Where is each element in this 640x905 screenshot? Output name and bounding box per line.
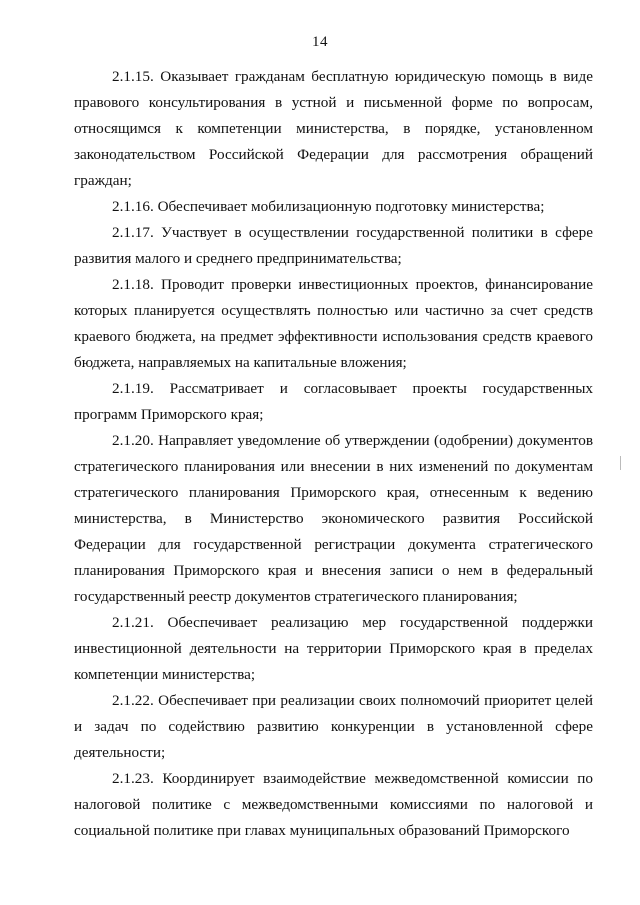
paragraph [74,220,593,272]
paragraph-line: 2.1.21. Обеспечивает реализацию мер государственной поддержки [112,614,593,631]
paragraph-line: развития малого и среднего предпринимательства; [74,250,402,267]
paragraph-line: 2.1.20. Направляет уведомление об утверждении (одобрении) документов [112,432,593,449]
page-number: 14 [312,34,328,50]
paragraph-line: налоговой политике с межведомственными комиссиями по налоговой и [74,796,593,813]
paragraph [74,64,593,194]
paragraph-line: планирования Приморского края и внесения записи о нем в федеральный [74,562,593,579]
paragraph [74,272,593,376]
paragraph [74,428,593,610]
scan-mark [620,456,621,470]
paragraph-line: правового консультирования в устной и письменной форме по вопросам, [74,94,593,111]
paragraph [74,688,593,766]
paragraph [74,194,593,220]
paragraph-line: которых планируется осуществлять полностью или частично за счет средств [74,302,593,319]
paragraph-line: государственный реестр документов стратегического планирования; [74,588,518,605]
paragraph-line: 2.1.18. Проводит проверки инвестиционных проектов, финансирование [112,276,593,293]
paragraph-line: 2.1.16. Обеспечивает мобилизационную подготовку министерства; [112,198,545,215]
paragraph-line: 2.1.15. Оказывает гражданам бесплатную юридическую помощь в виде [112,68,593,85]
paragraph-line: инвестиционной деятельности на территории Приморского края в пределах [74,640,593,657]
paragraph-line: социальной политике при главах муниципальных образований Приморского [74,822,570,839]
paragraph [74,766,593,844]
paragraph-line: краевого бюджета, на предмет эффективности использования средств краевого [74,328,593,345]
paragraph-line: компетенции министерства; [74,666,256,683]
paragraph [74,376,593,428]
paragraph-line: 2.1.22. Обеспечивает при реализации своих полномочий приоритет целей [112,692,593,709]
paragraph-line: стратегического планирования или внесении в них изменений по документам [74,458,593,475]
paragraph-line: деятельности; [74,744,166,761]
document-body [74,64,593,844]
paragraph-line: бюджета, направляемых на капитальные вложения; [74,354,407,371]
paragraph-line: программ Приморского края; [74,406,264,423]
paragraph-line: стратегического планирования Приморского края, отнесенным к ведению [74,484,593,501]
paragraph-line: 2.1.23. Координирует взаимодействие межведомственной комиссии по [112,770,593,787]
paragraph-line: Федерации для государственной регистрации документа стратегического [74,536,593,553]
paragraph-line: относящимся к компетенции министерства, в порядке, установленном [74,120,593,137]
paragraph-line: 2.1.17. Участвует в осуществлении государственной политики в сфере [112,224,593,241]
paragraph-line: законодательством Российской Федерации для рассмотрения обращений [74,146,593,163]
paragraph [74,610,593,688]
paragraph-line: министерства, в Министерство экономического развития Российской [74,510,593,527]
paragraph-line: граждан; [74,172,132,189]
paragraph-line: 2.1.19. Рассматривает и согласовывает проекты государственных [112,380,593,397]
paragraph-line: и задач по содействию развитию конкуренции в установленной сфере [74,718,593,735]
